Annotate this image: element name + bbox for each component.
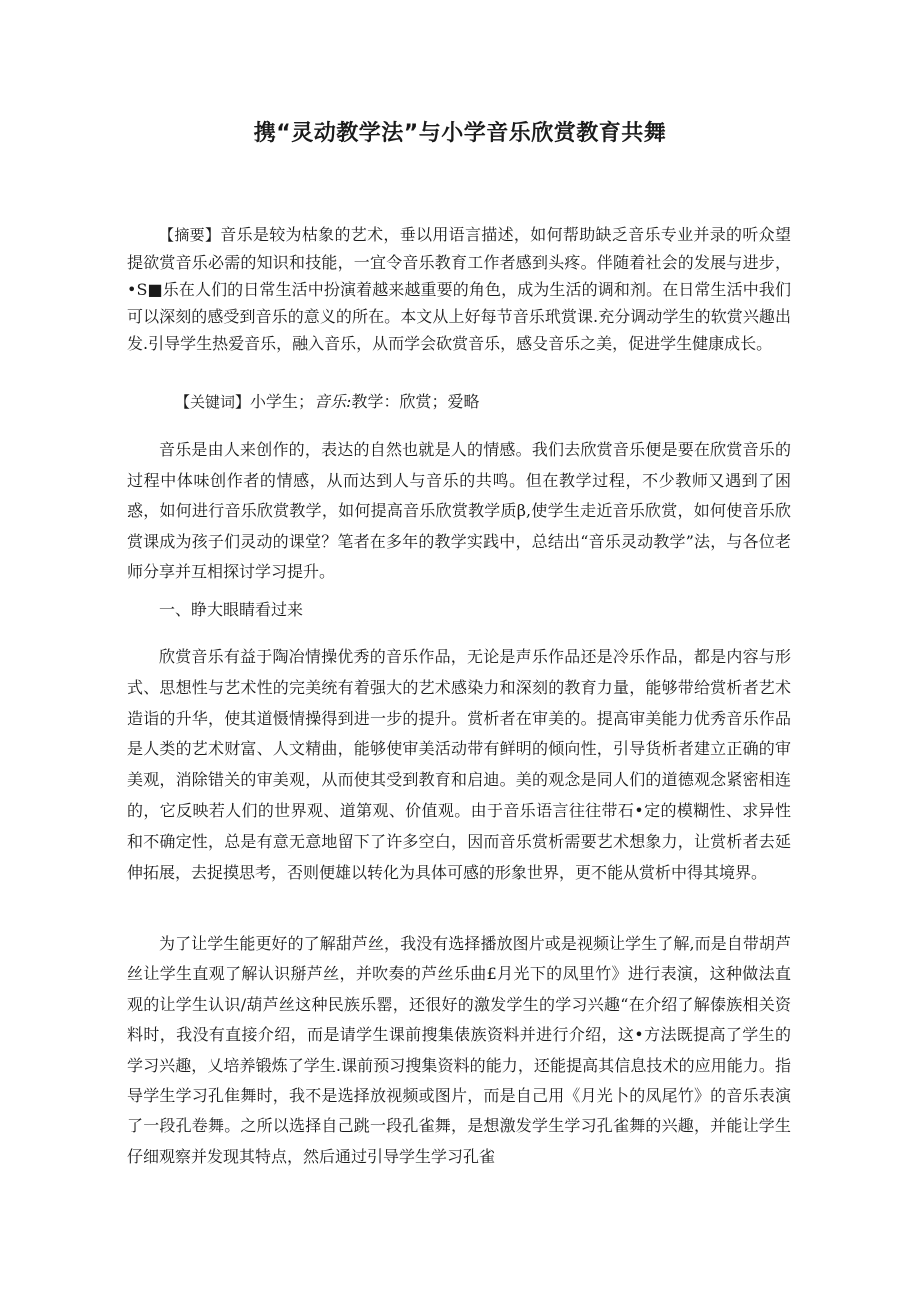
- keywords-part-2: 音乐:: [314, 392, 352, 411]
- section-paragraph-2: 为了让学生能更好的了解甜芦丝，我没有选择播放图片或是视频让学生了解,而是自带胡芦丝让学生直观了解认识掰芦丝，并吹奏的芦丝乐曲£月光下的凤里竹》进行表演，这种做法直观的让学生认识/葫芦丝这种民族乐罂，还很好的激发学生的学习兴趣“在介绍了解傣族相关资料时，我没有直接介绍，而是请学生课前搜集俵族资料并进行介绍，这•方法既提高了学生的学习兴趣，乂培养锻炼了学生.课前预习搜集资料的能力，还能提高其信息技术的应用能力。指导学生学习孔隹舞时，我不是选择放视频或图片，而是自己用《月光卜的凤尾竹》的音乐表演了一段孔卷舞。之所以选择自己跳一段孔雀舞，是想激发学生学习孔雀舞的兴趣，并能让学生仔细观察并发现其特点，然后通过引导学生学习孔雀: [127, 934, 791, 1166]
- keywords-part-1: 小学生；: [250, 392, 315, 411]
- keywords-label: 【关键词】: [175, 393, 251, 411]
- abstract-label: 【摘要】: [159, 226, 221, 244]
- document-title: 携“灵动教学法”与小学音乐欣赏教育共舞: [253, 121, 667, 146]
- intro-paragraph: 音乐是由人来创作的，表达的自然也就是人的情感。我们去欣赏音乐便是要在欣赏音乐的过程中体味创作者的情感，从而达到人与音乐的共鸣。但在教学过程，不少教师又遇到了困惑，如何进行音乐欣赏教学，如何提高音乐欣赏教学质β,使学生走近音乐欣赏，如何使音乐欣赏课成为孩子们灵动的课堂？笔者在多年的教学实践中，总结出“音乐灵动教学”法，与各位老师分享并互相探讨学习提升。: [127, 440, 791, 582]
- abstract-paragraph: [127, 221, 791, 357]
- section-paragraph: 欣赏音乐有益于陶冶情操优秀的音乐作品，无论是声乐作品还是冷乐作品，都是内容与形式、思想性与艺术性的完美统有着强大的艺术感染力和深刻的教育力量，能够带给赏析者艺术造诣的升华，使其道慑情操得到进一步的提升。赏析者在审美的。提高审美能力优秀音乐作品是人类的艺术财富、人文精曲，能够使审美活动带有鲜明的倾向性，引导货析者建立正确的审美观，消除错关的审美观，从而使其受到教育和启迪。美的观念是同人们的道德观念紧密相连的，它反映若人们的世界观、道第观、价值观。由于音乐语言往往带石•定的模糊性、求异性和不确定性，总是有意无意地留下了许多空白，因而音乐赏析需要艺术想象力，让赏析者去延伸拓展，去捉摸思考，否则便雄以转化为具体可感的形象世界，更不能从赏析中得其境界。: [127, 647, 791, 882]
- section-heading: 一、睁大眼睛看过来: [159, 600, 304, 619]
- keywords-part-3: 教学：欣赏；爱略: [351, 392, 480, 411]
- abstract-text: 音乐是较为枯象的艺术，垂以用语言描述，如何帮助缺乏音乐专业并录的听众望提欲赏音乐必需的知识和技能，一宜令音乐教育工作者感到头疼。伴随着社会的发展与进步，•S■乐在人们的日常生活中扮演着越来越重要的角色，成为生活的调和剂。在日常生活中我们可以深刻的感受到音乐的意义的所在。本文从上好每节音乐玳赏课.充分调动学生的软赏兴趣出发.引导学生热爱音乐，融入音乐，从而学会砍赏音乐，感殳音乐之美，促进学生健康成长。: [127, 225, 791, 353]
- keywords-paragraph: [127, 388, 791, 416]
